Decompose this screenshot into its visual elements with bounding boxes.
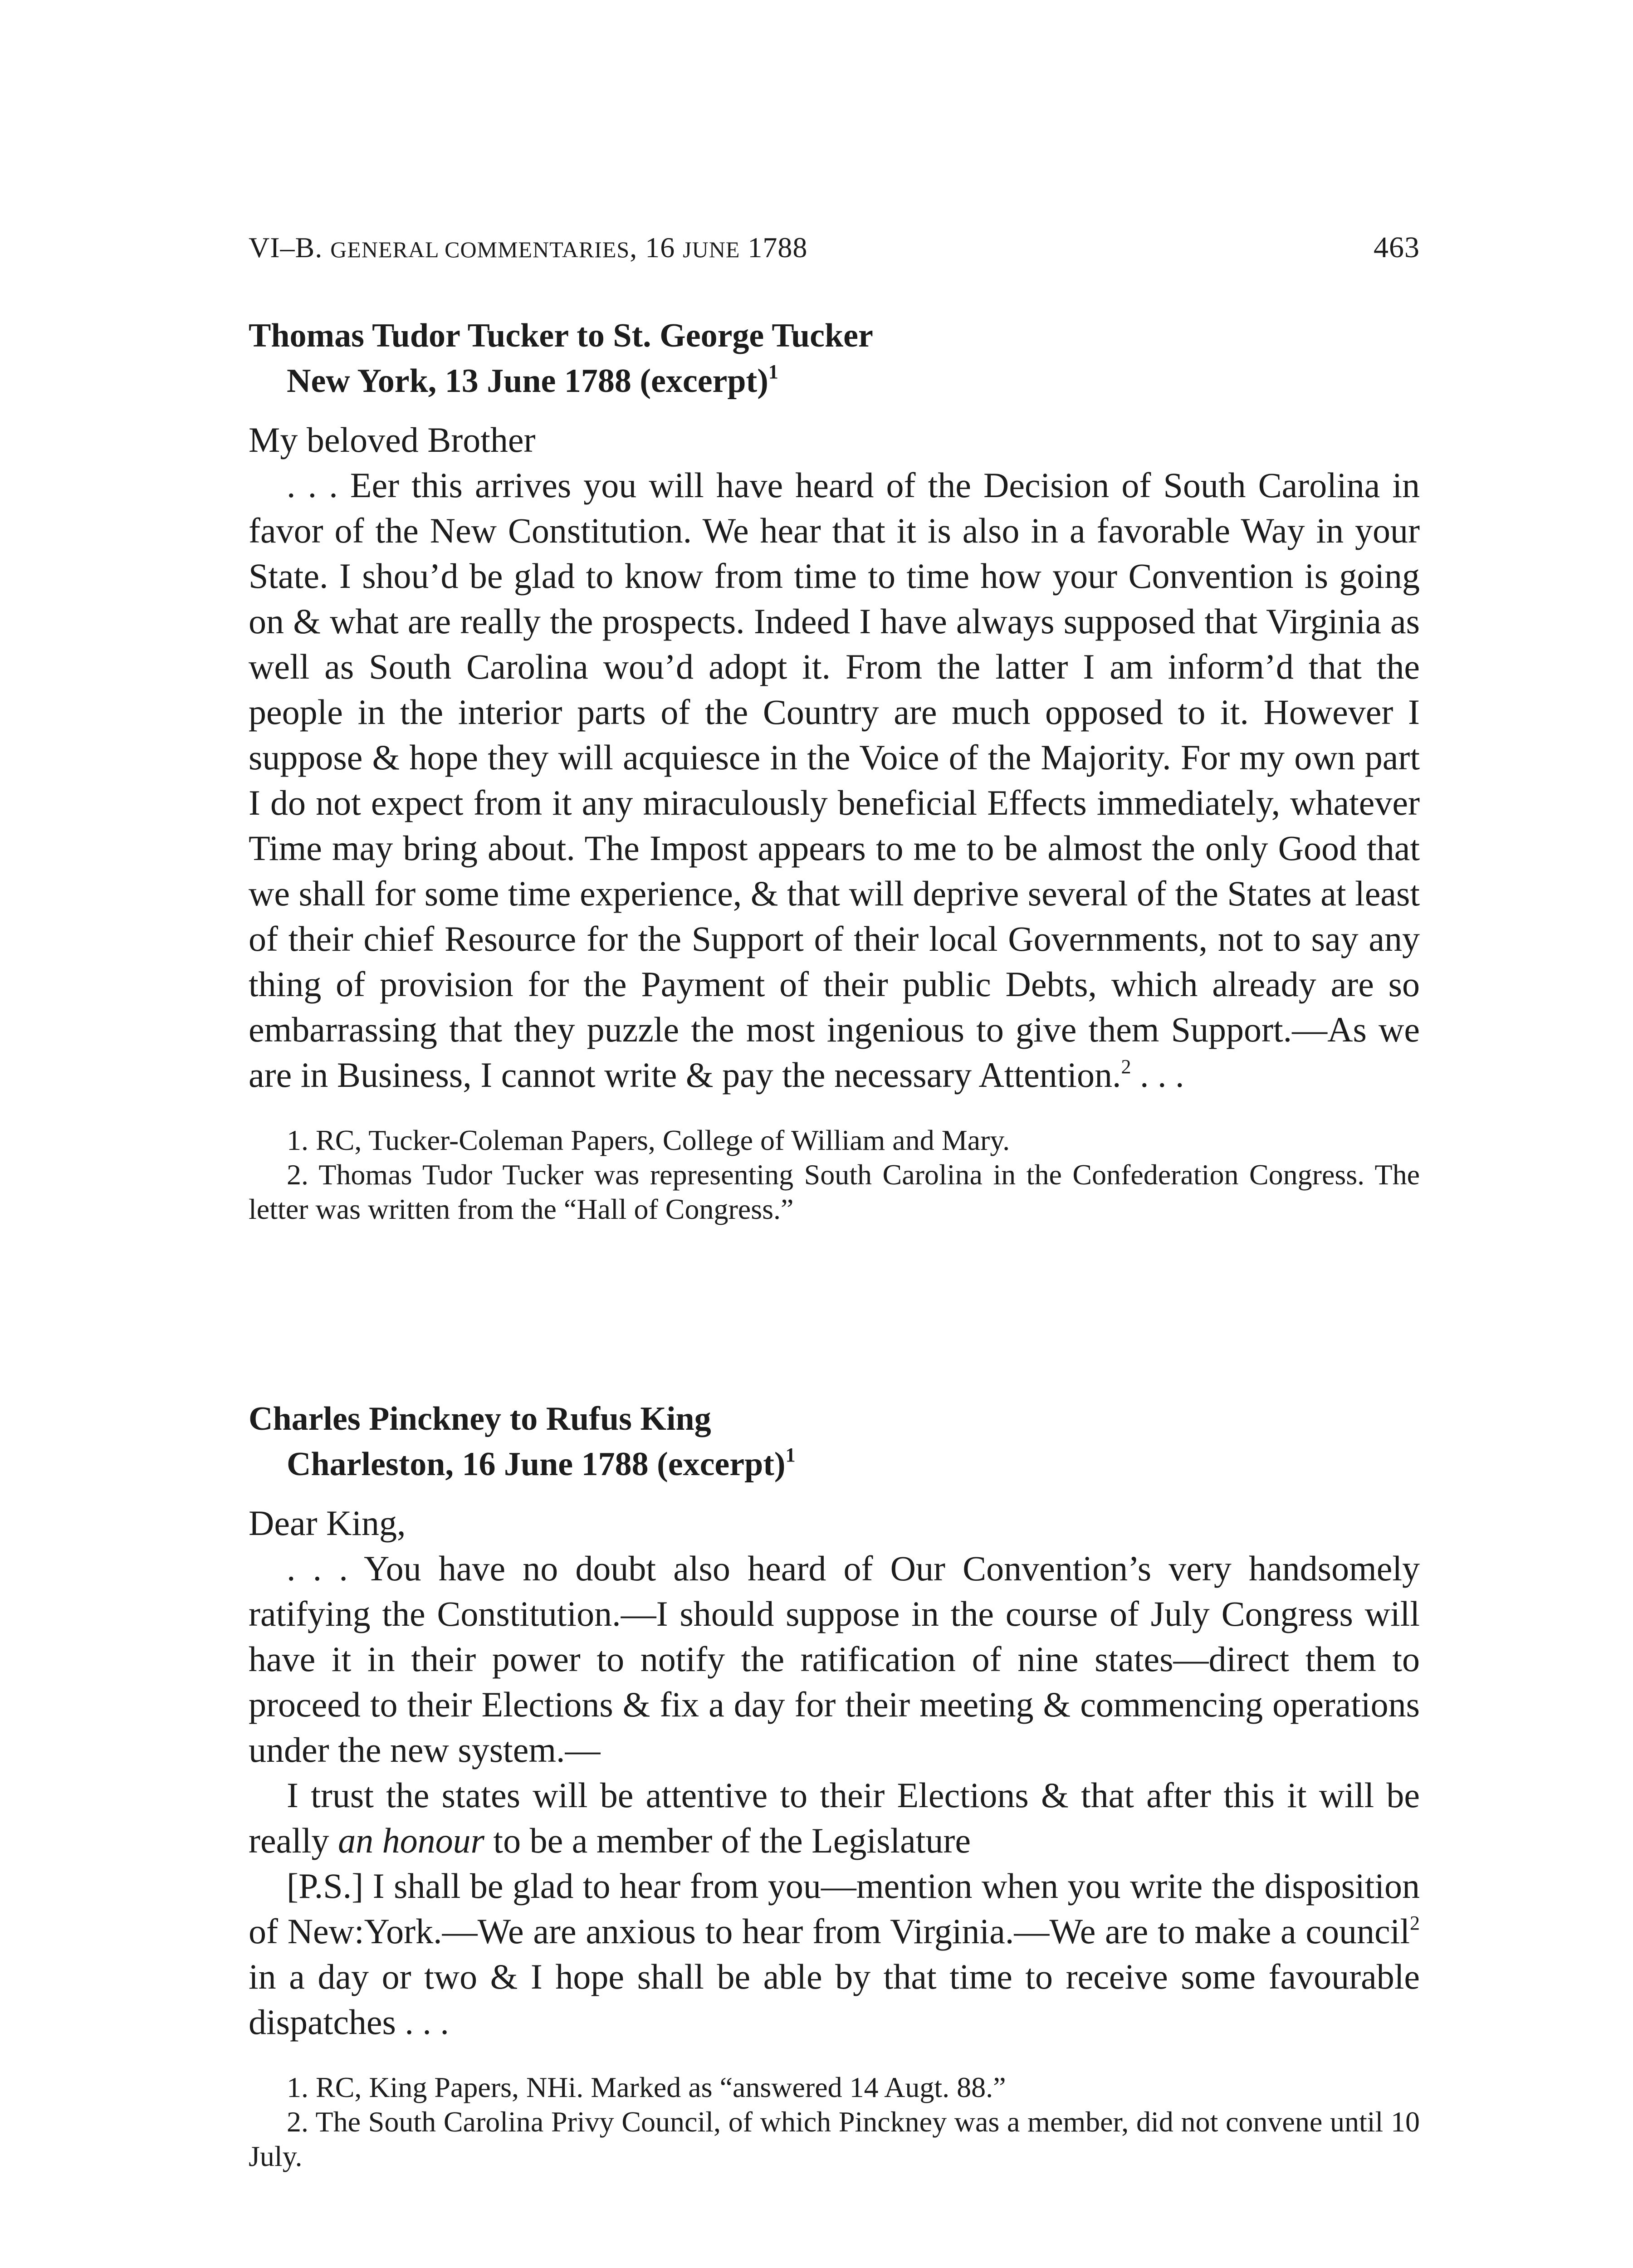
heading-line-2: Charleston, 16 June 1788 (excerpt)$^1$ <box>287 1444 796 1483</box>
letter-postscript: [P.S.] I shall be glad to hear from you—mention when you write the disposition of New:York.—We are anxious to hear from Virginia.—We are to make a council$^2$ in a day or two & I hope shall be able by that time to receive some favourable dispatches . . . <box>249 1866 1420 2042</box>
heading-line-2: New York, 13 June 1788 (excerpt)$^1$ <box>287 361 778 400</box>
document-heading <box>249 1396 1420 1487</box>
footnote: 1. RC, Tucker-Coleman Papers, College of William and Mary. <box>287 1124 1010 1156</box>
document-pinckney-letter <box>249 1396 1420 2174</box>
footnote-ref: 2 <box>1121 1056 1131 1078</box>
footnotes <box>249 1123 1420 1227</box>
document-tucker-letter <box>249 313 1420 1227</box>
salutation: Dear King, <box>249 1503 406 1543</box>
footnote: 1. RC, King Papers, NHi. Marked as “answered 14 Augt. 88.” <box>287 2071 1006 2103</box>
footnote: 2. The South Carolina Privy Council, of which Pinckney was a member, did not convene until 10 July. <box>249 2106 1420 2172</box>
salutation: My beloved Brother <box>249 420 536 459</box>
footnote-ref: 1 <box>768 361 778 383</box>
running-head <box>249 225 1420 270</box>
page-number: 463 <box>1374 231 1420 264</box>
letter-body: . . . Eer this arrives you will have heard of the Decision of South Carolina in favor of the New Constitution. We hear that it is also in a favorable Way in your State. I shou’d be glad to know from time to time how your Convention is going on & what are really the prospects. Indeed I have always supposed that Virginia as well as South Carolina wou’d adopt it. From the latter I am inform’d that the people in the interior parts of the Country are much opposed to it. However I suppose & hope they will acquiesce in the Voice of the Majority. For my own part I do not expect from it any miraculously beneficial Effects immediately, whatever Time may bring about. The Impost appears to me to be almost the only Good that we shall for some time experience, & that will deprive several of the States at least of their chief Resource for the Support of their local Governments, not to say any thing of provision for the Payment of their public Debts, which already are so embarrassing that they puzzle the most ingenious to give them Support.—As we are in Business, I cannot write & pay the necessary Attention.$^2$ . . . <box>249 465 1420 1095</box>
footnote: 2. Thomas Tudor Tucker was representing South Carolina in the Confederation Congress. The letter was written from the “Hall of Congress.” <box>249 1158 1420 1225</box>
footnotes <box>249 2070 1420 2174</box>
footnote-ref: 2 <box>1410 1912 1420 1934</box>
running-head-title: VI–B. GENERAL COMMENTARIES, 16 JUNE 1788 <box>249 231 808 264</box>
heading-line-1: Thomas Tudor Tucker to St. George Tucker <box>249 317 873 354</box>
heading-line-1: Charles Pinckney to Rufus King <box>249 1400 711 1437</box>
footnote-ref: 1 <box>785 1444 796 1466</box>
letter-paragraph: I trust the states will be attentive to their Elections & that after this it will be really an honour to be a member of the Legislature <box>249 1775 1420 1860</box>
letter-paragraph: . . . You have no doubt also heard of Our Convention’s very handsomely ratifying the Constitution.—I should suppose in the course of July Congress will have it in their power to notify the ratification of nine states—direct them to proceed to their Elections & fix a day for their meeting & commencing operations under the new system.— <box>249 1549 1420 1769</box>
document-heading <box>249 313 1420 404</box>
